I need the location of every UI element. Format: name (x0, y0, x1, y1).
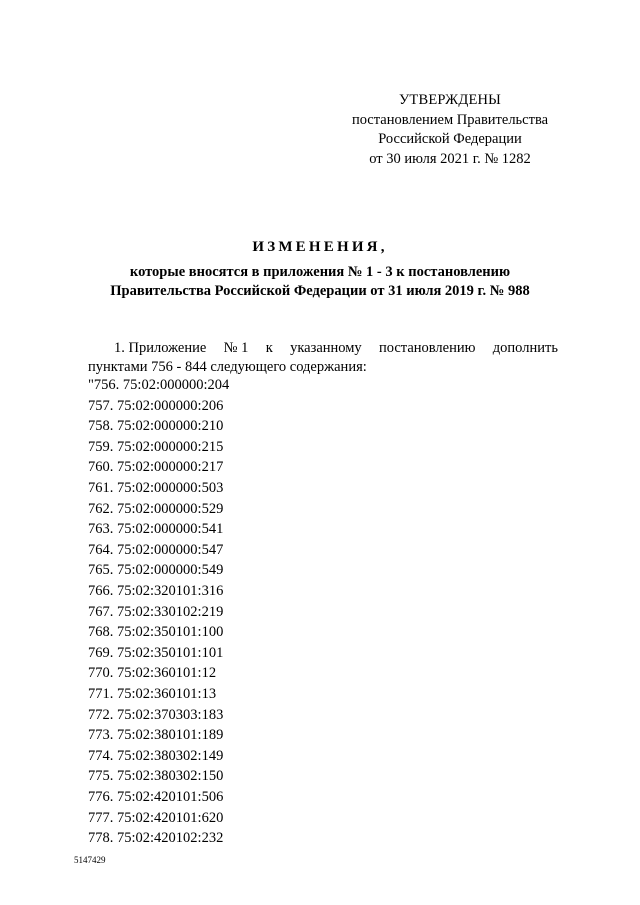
paragraph-second-line: пунктами 756 - 844 следующего содержания: (88, 359, 367, 375)
list-item: 763. 75:02:000000:541 (88, 521, 224, 538)
list-item: 761. 75:02:000000:503 (88, 480, 224, 496)
list-item: 776. 75:02:420101:506 (88, 789, 224, 805)
approval-line-1: постановлением Правительства (351, 111, 549, 128)
approval-heading: УТВЕРЖДЕНЫ (398, 92, 502, 108)
list-item: 770. 75:02:360101:12 (88, 665, 217, 682)
list-item: 759. 75:02:000000:215 (88, 438, 224, 455)
paragraph-word: 1. Приложение (114, 340, 207, 356)
list-item: 771. 75:02:360101:13 (88, 686, 217, 702)
list-item: 768. 75:02:350101:100 (88, 624, 224, 641)
list-item: 758. 75:02:000000:210 (88, 418, 224, 435)
paragraph-word: постановлению (379, 340, 476, 356)
list-item: 767. 75:02:330102:219 (88, 603, 224, 620)
list-item: 764. 75:02:000000:547 (88, 541, 224, 558)
list-item: 773. 75:02:380101:189 (88, 727, 224, 744)
paragraph-1 (88, 339, 558, 377)
approval-block (330, 91, 570, 169)
paragraph-word: указанному (290, 340, 362, 356)
document-title: ИЗМЕНЕНИЯ, (252, 239, 388, 255)
list-item: 760. 75:02:000000:217 (88, 459, 224, 476)
approval-line-3: от 30 июля 2021 г. № 1282 (369, 150, 531, 167)
list-item: 774. 75:02:380302:149 (88, 747, 224, 764)
list-item: 766. 75:02:320101:316 (88, 583, 224, 599)
approval-line-2: Российской Федерации (378, 131, 522, 147)
list-item: 757. 75:02:000000:206 (88, 397, 224, 414)
list-item: 765. 75:02:000000:549 (88, 562, 224, 579)
document-subtitle (0, 263, 640, 301)
list-item: 775. 75:02:380302:150 (88, 768, 224, 785)
footer-document-code: 5147429 (74, 855, 106, 865)
list-item: 769. 75:02:350101:101 (88, 644, 224, 661)
paragraph-word: № 1 (223, 340, 249, 356)
paragraph-first-line (88, 339, 558, 358)
list-item: "756. 75:02:000000:204 (88, 377, 230, 393)
list-item: 762. 75:02:000000:529 (88, 500, 224, 517)
subtitle-line-1: которые вносятся в приложения № 1 - 3 к постановлению (129, 264, 511, 280)
paragraph-word: к (265, 340, 273, 356)
subtitle-line-2: Правительства Российской Федерации от 31 июля 2019 г. № 988 (110, 283, 530, 299)
list-item: 777. 75:02:420101:620 (88, 809, 224, 826)
list-item: 778. 75:02:420102:232 (88, 830, 224, 847)
list-item: 772. 75:02:370303:183 (88, 706, 224, 723)
paragraph-word: дополнить (492, 340, 558, 356)
